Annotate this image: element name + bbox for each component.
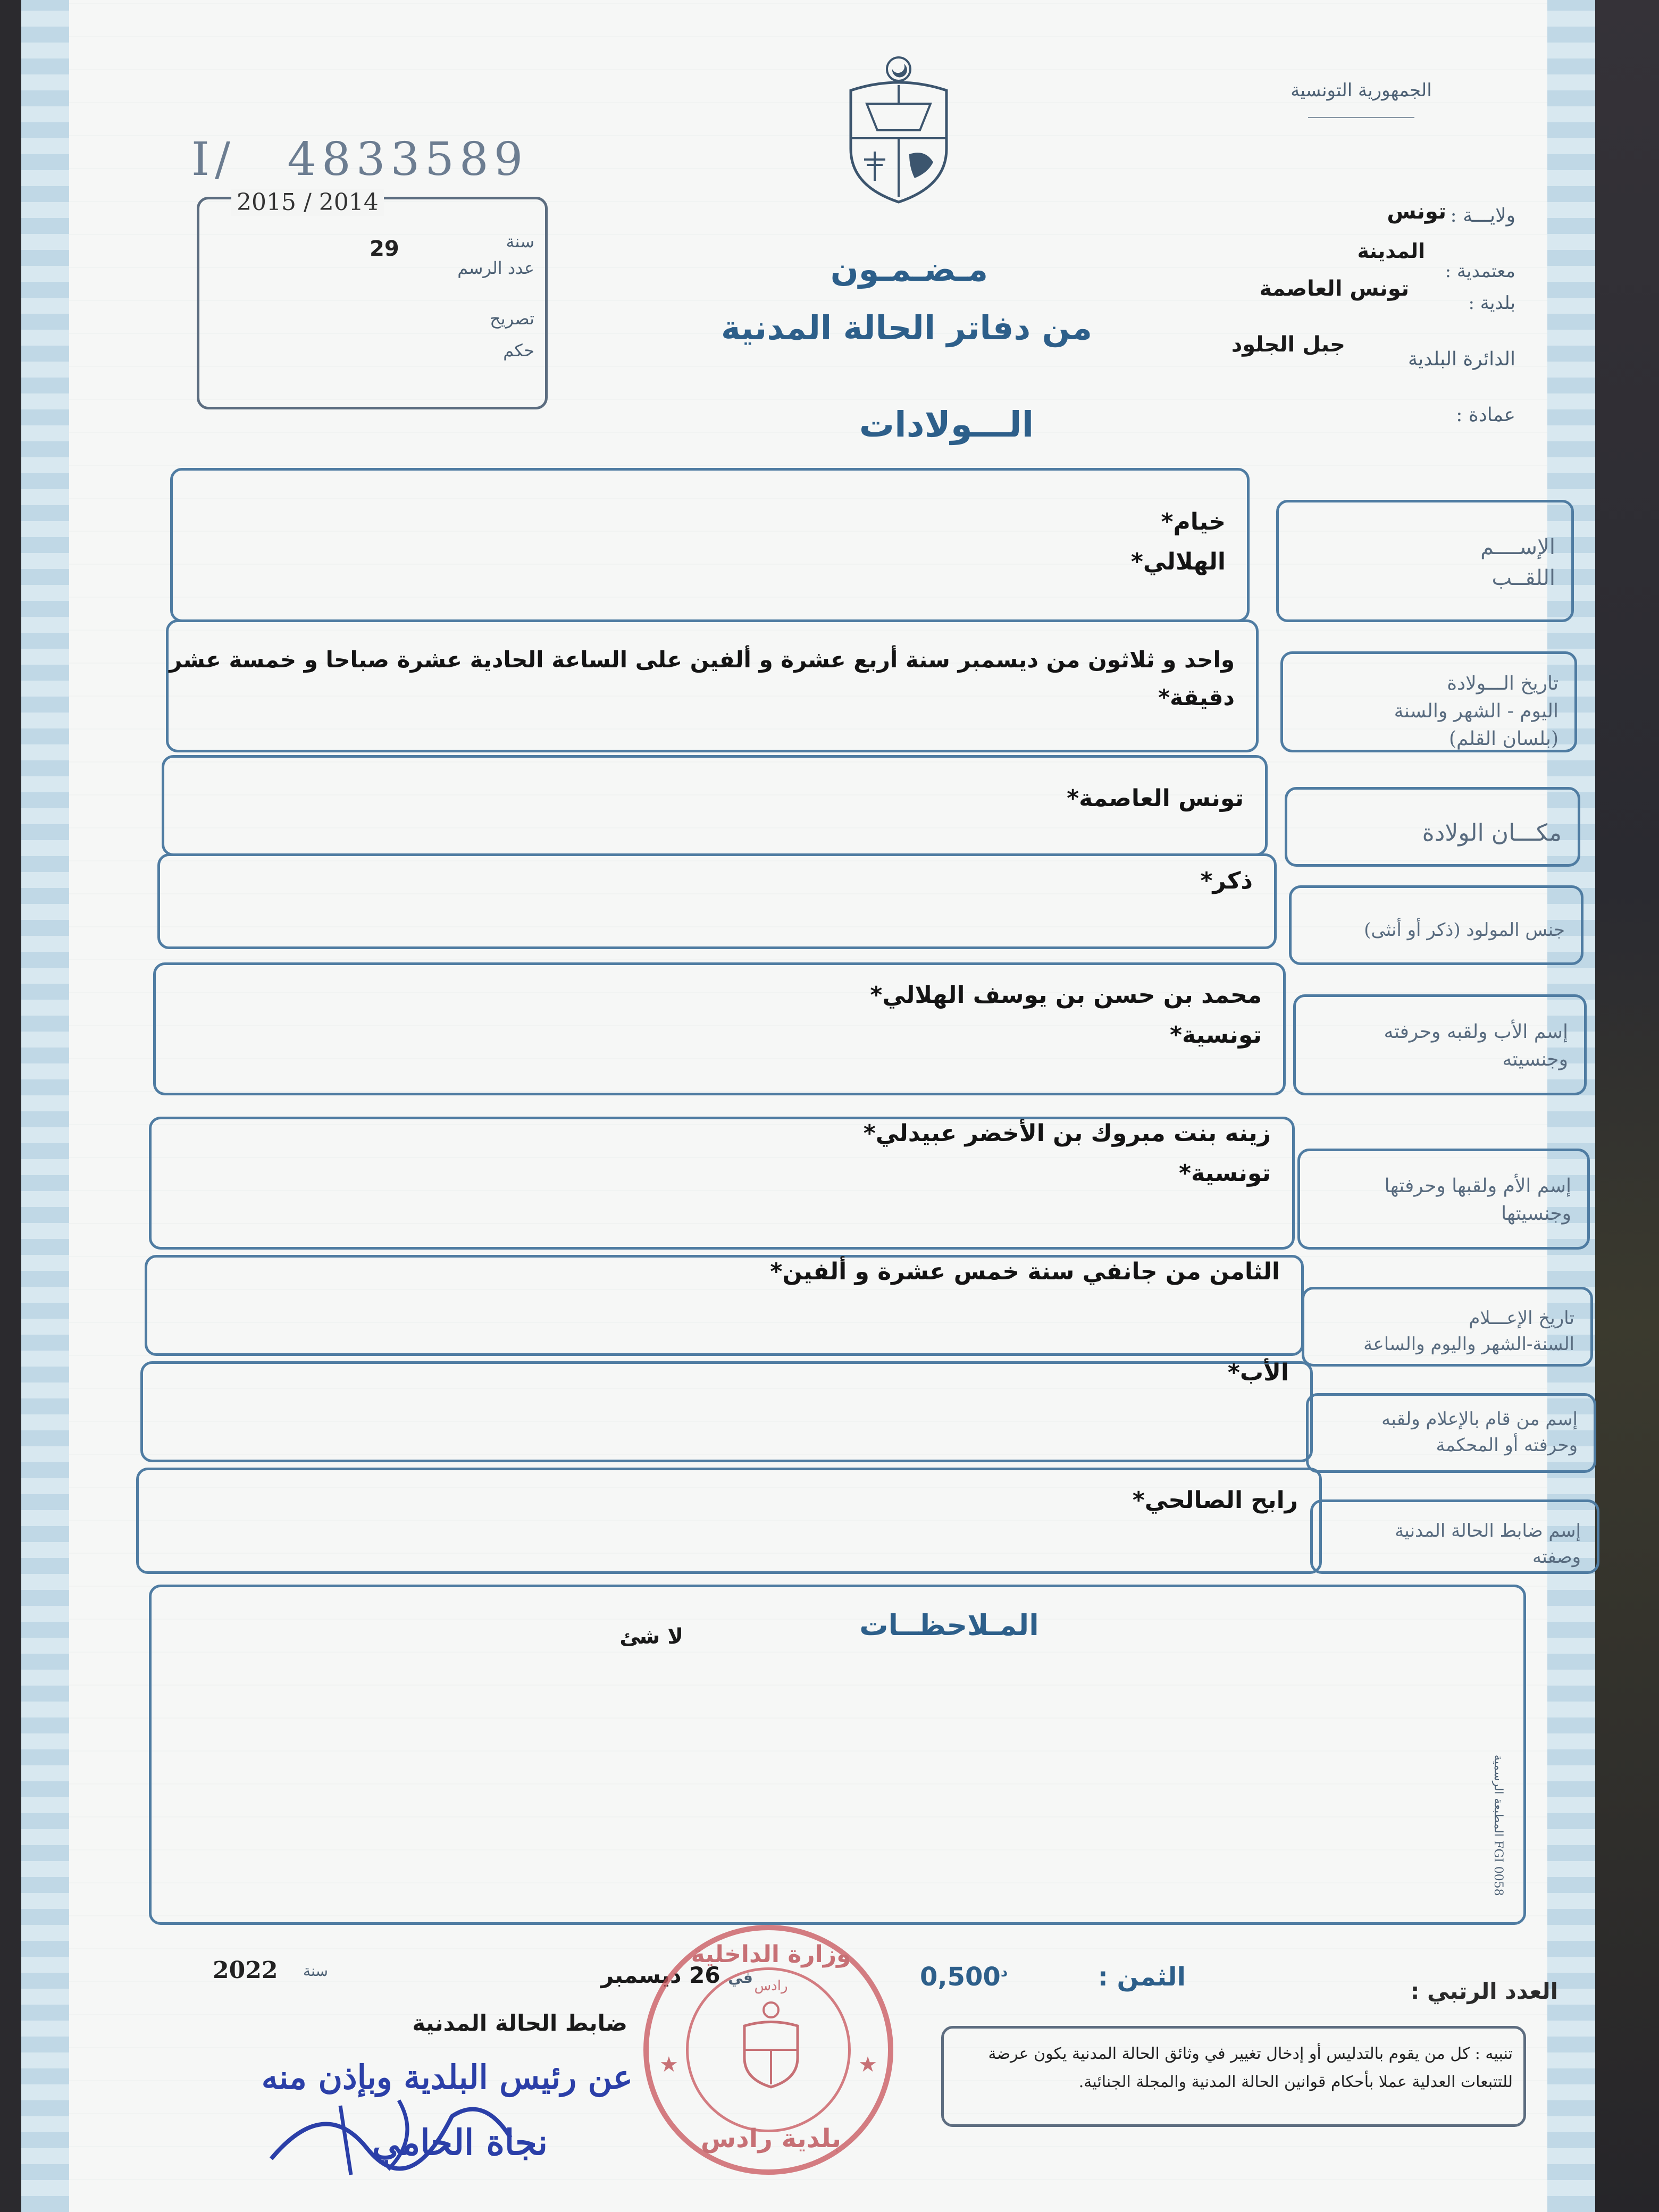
reg-label-judgment: حكم: [503, 340, 534, 361]
title-civil-registers: من دفاتر الحالة المدنية: [721, 308, 1092, 347]
remarks-title: المـلاحظــات: [859, 1608, 1039, 1642]
field-label-box-sex: [1289, 885, 1583, 965]
field-value-box-name: [170, 468, 1250, 622]
field-value-birth-date: واحد و ثلاثون من ديسمبر سنة أربع عشرة و ألفين على الساعة الحادية عشرة صباحا و خمسة عشر دقيقة*: [169, 647, 1235, 711]
field-value-box-birth-place: [162, 755, 1268, 856]
serial-order-label: العدد الرتبي :: [1410, 1978, 1558, 2004]
governorate-value: تونس: [1387, 199, 1446, 224]
delegation-label: معتمدية :: [1445, 261, 1515, 282]
reg-label-count: عدد الرسم: [457, 258, 534, 278]
district-label: الدائرة البلدية: [1407, 348, 1515, 370]
registration-box: [197, 189, 548, 409]
serial-prefix: I/: [191, 133, 236, 186]
field-label-box-registrar: [1310, 1499, 1599, 1574]
left-decorative-border: [21, 0, 69, 2212]
field-label-declaration-date: تاريخ الإعـــلام السنة-الشهر واليوم والساعة: [1363, 1308, 1574, 1355]
municipality-value: تونس العاصمة: [1259, 276, 1409, 301]
stamp-emblem-icon: [736, 1999, 806, 2090]
field-value-box-sex: [157, 853, 1277, 949]
issue-date: 26 ديسمبر: [601, 1962, 720, 1988]
field-label-name: الإســــم اللقــب: [1480, 535, 1555, 590]
field-value-box-birth-date: [166, 619, 1259, 752]
title-summary: مـضـمـون: [830, 250, 988, 289]
price-value: 0,500: [920, 1962, 1001, 1992]
officer-label: ضابط الحالة المدنية: [412, 2010, 627, 2036]
governorate-label: ولايـــة :: [1450, 205, 1515, 227]
year-label: سنة: [303, 1962, 328, 1980]
signature-scribble: [261, 2074, 526, 2180]
field-value-box-declaration-date: [145, 1255, 1304, 1356]
stamp-ministry-text: وزارة الداخلية: [691, 1941, 851, 1968]
field-label-birth-place: مكـــان الولادة: [1422, 819, 1562, 847]
field-label-mother: إسم الأم ولقبها وحرفتها وجنسيتها: [1384, 1175, 1571, 1225]
field-value-declarant: الأب*: [1227, 1359, 1289, 1386]
stamp-inner-text: رادس: [754, 1978, 788, 1994]
field-value-registrar: رابح الصالحي*: [1132, 1487, 1298, 1514]
field-label-box-birth-date: [1280, 651, 1577, 752]
price-label: الثمن :: [1097, 1962, 1186, 1992]
stamp-municipality-text: بلدية رادس: [700, 2124, 842, 2154]
legal-notice-box: [941, 2026, 1526, 2127]
signature-name: نجاة الحامي: [372, 2122, 548, 2163]
delegation-value: المدينة: [1357, 239, 1425, 263]
field-value-sex: ذكر*: [1200, 867, 1253, 894]
field-label-registrar: إسم ضابط الحالة المدنية وصفته: [1395, 1520, 1581, 1568]
serial-number: 4833589: [287, 133, 529, 186]
field-label-box-declaration-date: [1302, 1287, 1593, 1367]
reg-label-year: سنة: [506, 231, 534, 252]
republic-heading: الجمهورية التونسية: [1291, 80, 1432, 101]
field-label-box-declarant: [1306, 1393, 1596, 1473]
field-label-father: إسم الأب ولقبه وحرفته وجنسيته: [1384, 1021, 1568, 1071]
date-prefix: في: [728, 1969, 753, 1987]
birth-certificate-document: [21, 0, 1595, 2212]
field-label-sex: جنس المولود (ذكر أو أنثى): [1364, 919, 1565, 941]
field-value-box-registrar: [136, 1468, 1322, 1574]
side-printer-mark: المطبعة الرسمية FGI 0058: [1492, 1755, 1505, 1896]
remarks-value: لا شئ: [619, 1624, 683, 1649]
heading-divider: [1308, 117, 1414, 118]
district-value: جبل الجلود: [1231, 332, 1345, 357]
reg-label-declaration: تصريح: [490, 308, 534, 329]
registration-number: 29: [370, 237, 399, 261]
field-label-box-mother: [1297, 1149, 1590, 1250]
field-label-box-name: [1276, 500, 1574, 622]
year-range: 2015 / 2014: [231, 189, 384, 216]
field-label-box-father: [1293, 994, 1587, 1095]
field-value-father: محمد بن حسن بن يوسف الهلالي* تونسية*: [870, 982, 1262, 1049]
field-value-box-father: [153, 962, 1286, 1095]
tunisia-coat-of-arms-icon: [835, 53, 962, 207]
municipality-label: بلدية :: [1468, 292, 1515, 314]
right-decorative-border: [1547, 0, 1595, 2212]
issue-year: 2022: [213, 1957, 278, 1984]
field-label-birth-date: تاريخ الـــولادة اليوم - الشهر والسنة (بلسان القلم): [1394, 673, 1559, 750]
field-value-mother: زينه بنت مبروك بن الأخضر عبيدلي* تونسية*: [863, 1120, 1271, 1187]
remarks-box: [149, 1585, 1526, 1925]
field-value-name: خيام* الهلالي*: [1130, 508, 1226, 575]
signature-authority-line: عن رئيس البلدية وبإذن منه: [261, 2058, 633, 2097]
field-value-box-declarant: [140, 1361, 1313, 1462]
municipal-seal-stamp: [643, 1925, 893, 2175]
section-title-births: الـــولادات: [859, 404, 1034, 445]
omda-label: عمادة :: [1456, 404, 1515, 426]
field-value-box-mother: [149, 1117, 1295, 1250]
field-label-declarant: إسم من قام بالإعلام ولقبه وحرفته أو المحكمة: [1381, 1409, 1578, 1456]
field-label-box-birth-place: [1285, 787, 1580, 867]
field-value-birth-place: تونس العاصمة*: [1067, 785, 1244, 812]
price-unit: د: [1000, 1964, 1008, 1980]
legal-notice-text: تنبيه : كل من يقوم بالتدليس أو إدخال تغيير في وثائق الحالة المدنية يكون عرضة للتتبعات العدلية عملا بأحكام قوانين الحالة المدنية والمجلة الجنائية.: [988, 2045, 1513, 2091]
stamp-star-icon: ★: [659, 2052, 678, 2077]
stamp-star-icon: ★: [858, 2052, 877, 2077]
field-value-declaration-date: الثامن من جانفي سنة خمس عشرة و ألفين*: [770, 1258, 1280, 1285]
